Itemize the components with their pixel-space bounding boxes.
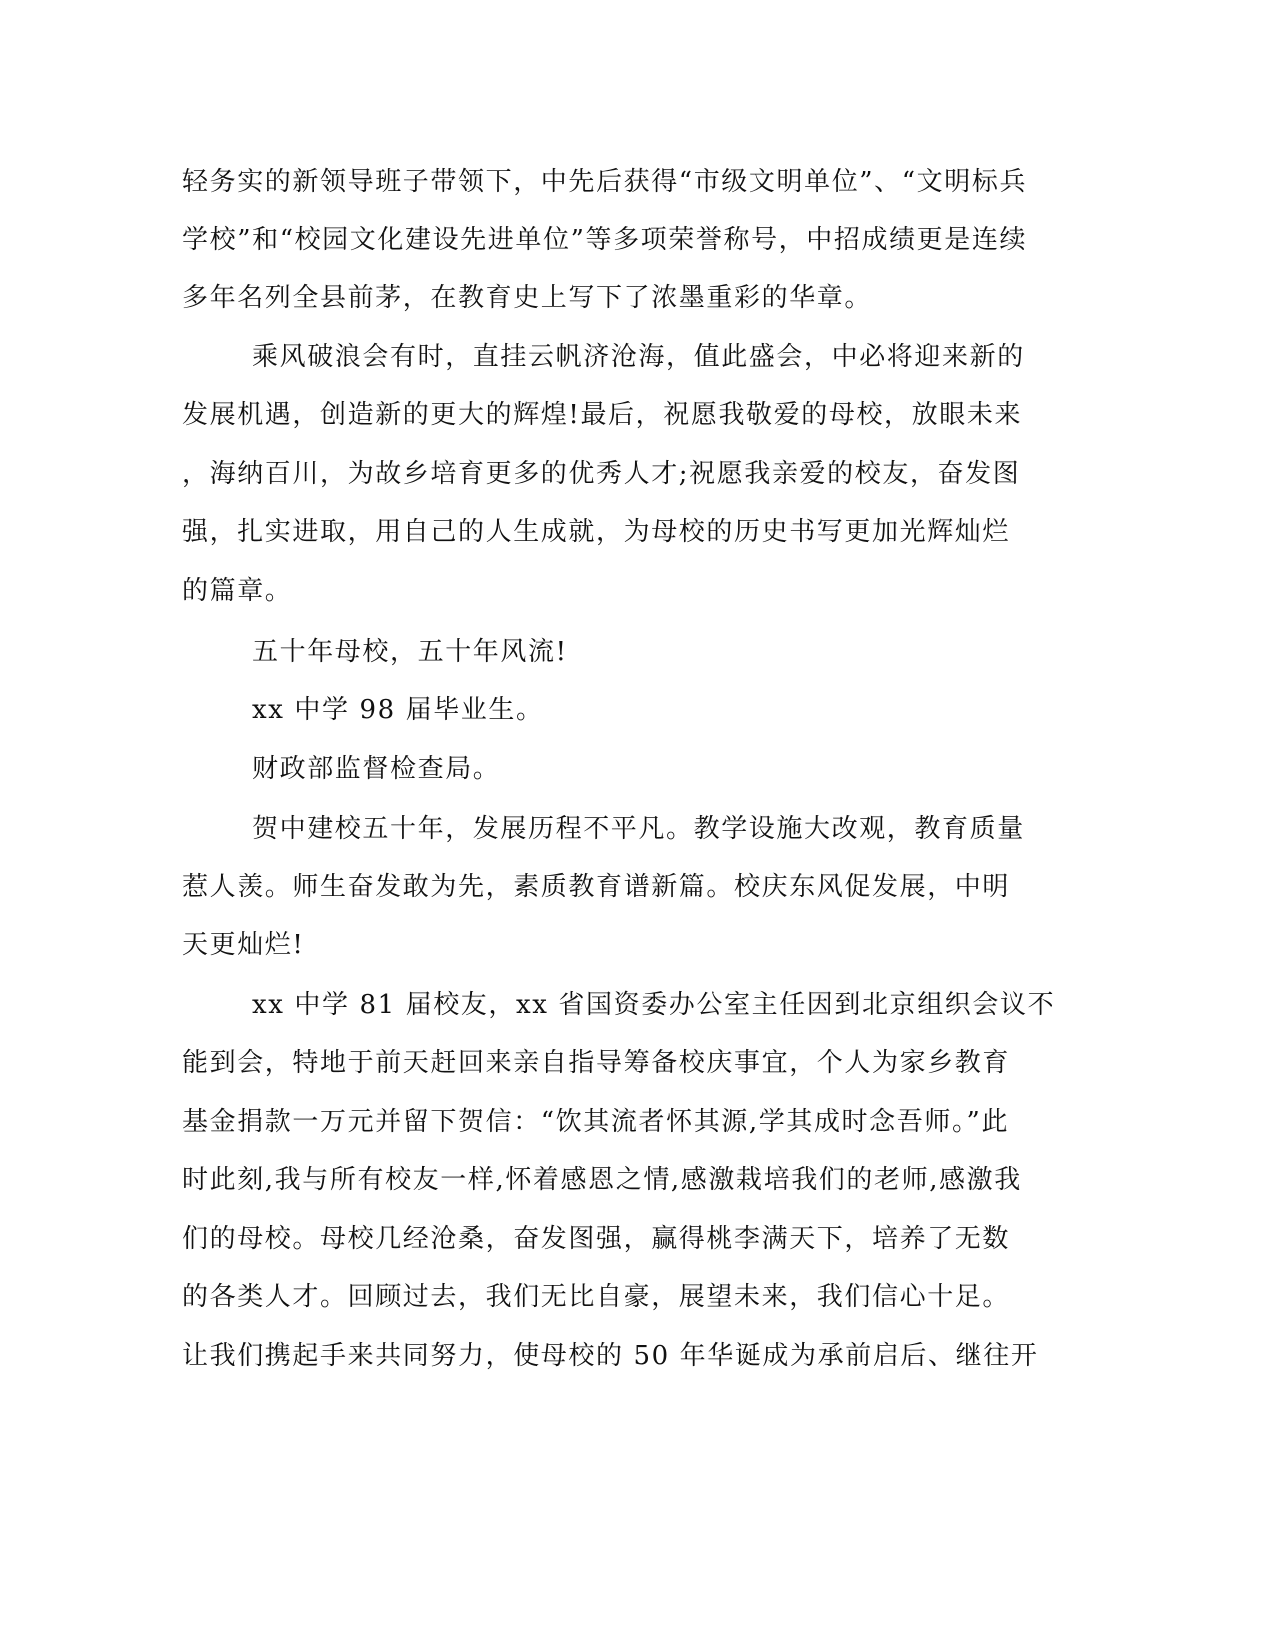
text-line: 学校”和“校园文化建设先进单位”等多项荣誉称号，中招成绩更是连续 [182,225,1028,255]
text-line: 让我们携起手来共同努力，使母校的 50 年华诞成为承前启后、继往开 [182,1341,1039,1371]
text-line: 天更灿烂! [182,930,305,960]
text-line: 的各类人才。回顾过去，我们无比自豪，展望未来，我们信心十足。 [182,1282,1011,1312]
text-line: 时此刻,我与所有校友一样,怀着感恩之情,感激栽培我们的老师,感激我 [182,1165,1022,1195]
text-line: 轻务实的新领导班子带领下，中先后获得“市级文明单位”、“文明标兵 [182,167,1028,197]
text-line: 基金捐款一万元并留下贺信：“饮其流者怀其源,学其成时念吾师。”此 [182,1107,1010,1137]
text-line: 能到会，特地于前天赶回来亲自指导筹备校庆事宜，个人为家乡教育 [182,1048,1011,1078]
text-line: 财政部监督检查局。 [252,754,501,784]
text-line: 们的母校。母校几经沧桑，奋发图强，赢得桃李满天下，培养了无数 [182,1224,1011,1254]
text-line: 惹人羡。师生奋发敢为先，素质教育谱新篇。校庆东风促发展，中明 [182,872,1011,902]
text-line: 五十年母校，五十年风流! [252,637,568,667]
text-line: 发展机遇，创造新的更大的辉煌!最后，祝愿我敬爱的母校，放眼未来 [182,400,1023,430]
text-line: 强，扎实进取，用自己的人生成就，为母校的历史书写更加光辉灿烂 [182,517,1011,547]
text-line: xx 中学 81 届校友，xx 省国资委办公室主任因到北京组织会议不 [252,990,1056,1020]
text-line: xx 中学 98 届毕业生。 [252,695,544,725]
text-line: ，海纳百川，为故乡培育更多的优秀人才;祝愿我亲爱的校友，奋发图 [182,459,1021,489]
text-line: 乘风破浪会有时，直挂云帆济沧海，值此盛会，中必将迎来新的 [252,342,1025,372]
text-line: 多年名列全县前茅，在教育史上写下了浓墨重彩的华章。 [182,283,873,313]
text-line: 贺中建校五十年，发展历程不平凡。教学设施大改观，教育质量 [252,814,1025,844]
text-line: 的篇章。 [182,576,293,606]
